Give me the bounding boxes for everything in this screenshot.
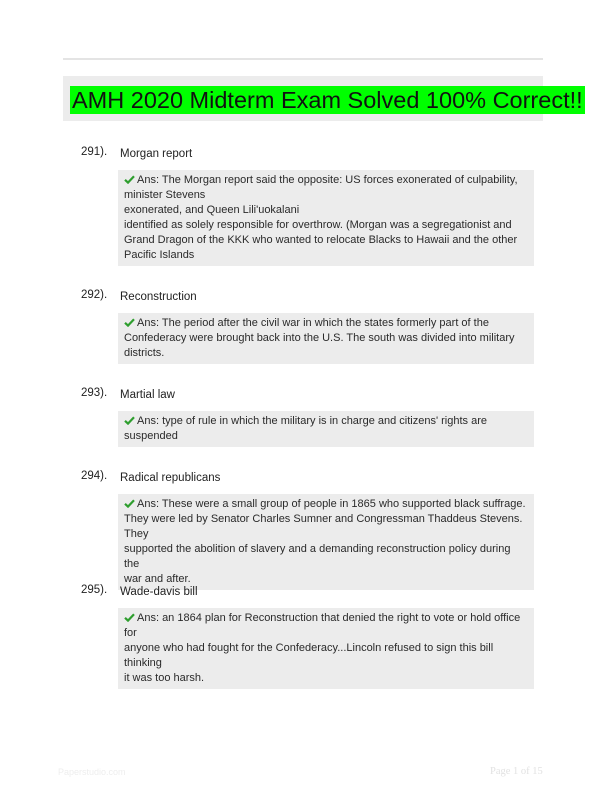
answer-line: districts. bbox=[124, 347, 165, 359]
answer-line: They were led by Senator Charles Sumner and Congressman Thaddeus Stevens. They bbox=[124, 513, 523, 540]
check-icon bbox=[124, 613, 135, 622]
answer-line: Ans: The Morgan report said the opposite: US forces exonerated of culpability, bbox=[124, 173, 528, 188]
question-number: 294). bbox=[81, 470, 108, 482]
answer-line: Ans: type of rule in which the military is in charge and citizens' rights are bbox=[124, 414, 528, 429]
top-divider bbox=[63, 58, 543, 60]
question-number: 291). bbox=[81, 146, 108, 158]
answer-line: identified as solely responsible for overthrow. (Morgan was a segregationist and bbox=[124, 219, 512, 231]
answer-line: Ans: an 1864 plan for Reconstruction that denied the right to vote or hold office for bbox=[124, 612, 521, 639]
answer-line: Grand Dragon of the KKK who wanted to relocate Blacks to Hawaii and the other bbox=[124, 234, 518, 246]
question-term: Reconstruction bbox=[120, 291, 197, 303]
answer-line: it was too harsh. bbox=[124, 672, 205, 684]
answer-line: anyone who had fought for the Confederacy...Lincoln refused to sign this bill thinking bbox=[124, 642, 494, 669]
question-term: Wade-davis bill bbox=[120, 586, 198, 598]
question-number: 293). bbox=[81, 387, 108, 399]
answer-line: suspended bbox=[124, 430, 178, 442]
answer-line: Confederacy were brought back into the U.S. The south was divided into military bbox=[124, 332, 515, 344]
answer-line: Ans: These were a small group of people in 1865 who supported black suffrage. bbox=[124, 497, 528, 512]
answer-line: supported the abolition of slavery and a demanding reconstruction policy during the bbox=[124, 543, 511, 570]
answer-line: Ans: The period after the civil war in which the states formerly part of the bbox=[124, 316, 528, 331]
question-number: 292). bbox=[81, 289, 108, 301]
question-term: Morgan report bbox=[120, 148, 193, 160]
question-term: Martial law bbox=[120, 389, 175, 401]
page-number: Page 1 of 15 bbox=[490, 766, 543, 777]
answer-line: minister Stevens bbox=[124, 189, 206, 201]
answer-box bbox=[118, 608, 534, 689]
document-title: AMH 2020 Midterm Exam Solved 100% Correct!! bbox=[72, 87, 583, 113]
answer-line: Pacific Islands bbox=[124, 249, 195, 261]
answer-box bbox=[118, 411, 534, 447]
check-icon bbox=[124, 175, 135, 184]
answer-box bbox=[118, 170, 534, 266]
answer-line: exonerated, and Queen Lili'uokalani bbox=[124, 204, 300, 216]
answer-box bbox=[118, 313, 534, 364]
footer-watermark: Paperstudio.com bbox=[58, 767, 126, 777]
check-icon bbox=[124, 318, 135, 327]
question-term: Radical republicans bbox=[120, 472, 221, 484]
check-icon bbox=[124, 416, 135, 425]
check-icon bbox=[124, 499, 135, 508]
answer-box bbox=[118, 494, 534, 590]
question-number: 295). bbox=[81, 584, 108, 596]
answer-line: war and after. bbox=[124, 573, 191, 585]
